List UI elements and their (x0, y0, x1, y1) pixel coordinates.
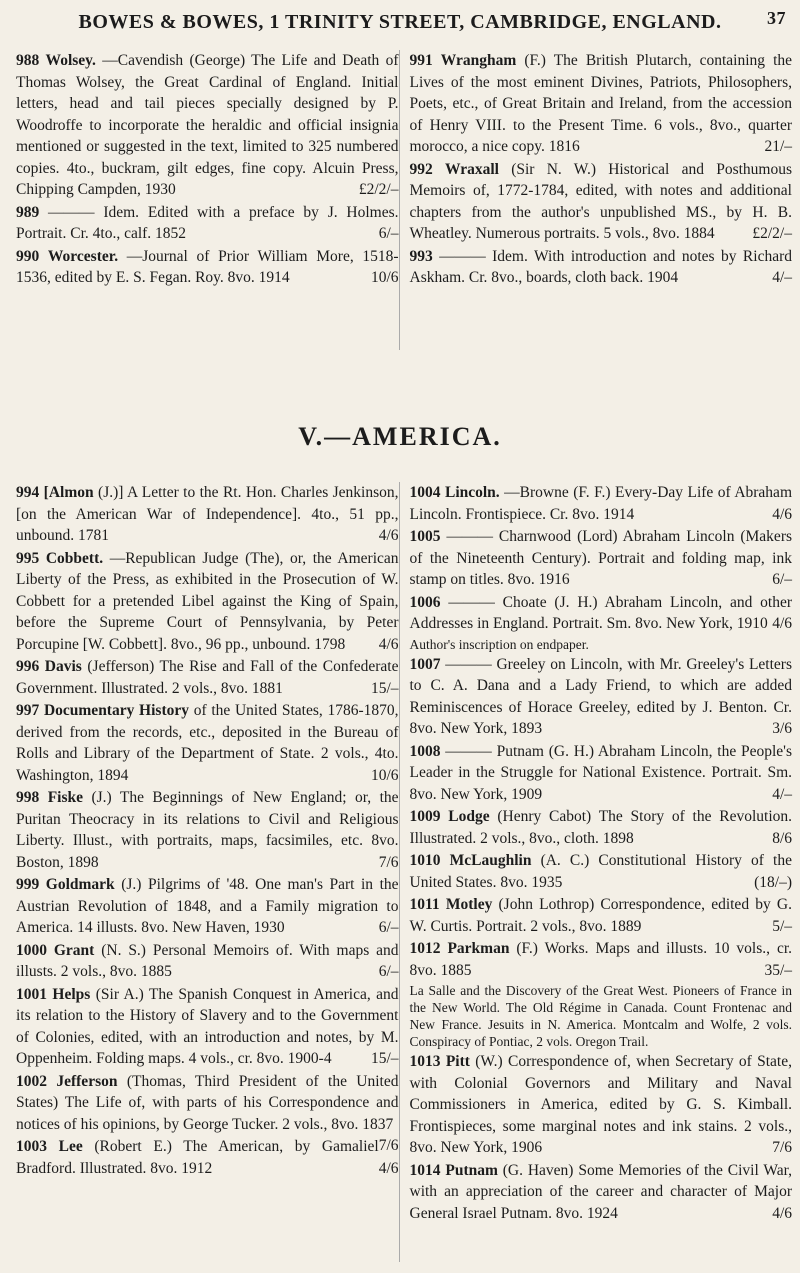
entry-description: of the United States, 1786-1870, derived from the records, etc., deposited in the Bureau of Rolls and Library of the Department of State. 2 vols., 4to. Washington, 1894 (16, 702, 399, 784)
entry-price: 6/– (772, 571, 792, 588)
lot-number: 993 (409, 247, 433, 265)
entry-description: (Sir A.) The Spanish Conquest in America, and its relation to the History of Slavery and to the Government of Colonies, edited, with an introduction and notes, by M. Oppenheim. Folding maps. 4 vols., cr. 8vo. 1900-4 (16, 985, 399, 1067)
entry-description: ——— Putnam (G. H.) Abraham Lincoln, the People's Leader in the Struggle for National Existence. Portrait. Sm. 8vo. New York, 1909 (409, 742, 793, 803)
running-header (0, 0, 800, 44)
right-column-bottom (410, 482, 793, 1262)
lot-number: 1003 (16, 1138, 47, 1155)
lot-number: 1012 (409, 940, 441, 957)
lot-number: 1013 (409, 1053, 441, 1070)
entry-heading: Goldmark (45, 876, 115, 893)
lot-number: 1008 (409, 742, 441, 760)
entry-heading: Wrangham (440, 52, 517, 69)
catalogue-entry (410, 159, 793, 245)
catalogue-entry (410, 806, 793, 849)
entry-heading: Parkman (447, 940, 510, 957)
entry-price: 7/6 (772, 1139, 792, 1156)
entry-description: (N. S.) Personal Memoirs of. With maps and illusts. 2 vols., 8vo. 1885 (16, 941, 399, 980)
entry-description: (F.) Works. Maps and illusts. 10 vols., cr. 8vo. 1885 (409, 940, 793, 979)
entry-heading: Putnam (445, 1161, 498, 1179)
entry-description: (Thomas, Third President of the United States) The Life of, with parts of his Correspondence and notices of his opinions, by George Tucker. 2 vols., 8vo. 1837 (16, 1072, 399, 1133)
lot-number: 1007 (409, 655, 441, 673)
section-heading: V.—AMERICA. (298, 422, 502, 451)
entry-description: (F.) The British Plutarch, containing the Lives of the most eminent Divines, Patriots, Philosophers, Poets, etc., of Great Britain and Ireland, from the accession of Henry VIII. to the Present Time. 6 vols., 8vo., quarter morocco, a nice copy. 1816 (409, 52, 793, 155)
entry-price: 6/– (378, 225, 399, 242)
entry-heading: Lincoln. (444, 484, 500, 501)
entry-description: (Robert E.) The American, by Gamaliel Bradford. Illustrated. 8vo. 1912 (16, 1138, 379, 1177)
entry-price: 5/– (772, 917, 792, 935)
entry-price: 4/6 (772, 615, 792, 632)
lot-number: 989 (16, 203, 40, 221)
lot-number: 995 (16, 549, 40, 567)
entry-price: 4/6 (772, 1204, 792, 1222)
lot-number: 991 (409, 52, 433, 69)
lot-number: 990 (16, 247, 40, 265)
catalogue-entry (16, 482, 399, 547)
entry-price: 4/– (772, 785, 792, 803)
entry-heading: Lodge (448, 808, 490, 825)
entry-price: 4/6 (378, 635, 399, 653)
catalogue-entry (16, 1136, 399, 1179)
entry-heading: Cobbett. (45, 549, 104, 567)
entry-price: 15/– (370, 1050, 399, 1067)
catalogue-entry (410, 50, 793, 158)
entry-description: (J.) The Beginnings of New England; or, the Puritan Theocracy in its relations to Civil and Religious Liberty. Illust., with portraits, maps, facsimiles, etc. 8vo. Boston, 1898 (16, 789, 399, 871)
entry-heading: Davis (44, 658, 82, 675)
lot-number: 999 (16, 876, 40, 893)
lot-number: 998 (16, 789, 40, 806)
catalogue-entry (410, 1051, 793, 1159)
entry-price: (18/–) (754, 873, 792, 891)
entry-description: ——— Choate (J. H.) Abraham Lincoln, and other Addresses in England. Portrait. Sm. 8vo. New York, 1910 (409, 593, 792, 632)
entry-price: £2/2/– (752, 225, 792, 242)
catalogue-entry (16, 50, 399, 201)
entry-description: (A. C.) Constitutional History of the United States. 8vo. 1935 (409, 852, 792, 891)
entry-description: (Henry Cabot) The Story of the Revolution. Illustrated. 2 vols., 8vo., cloth. 1898 (409, 808, 793, 847)
top-columns (16, 50, 792, 350)
lot-number: 992 (409, 160, 433, 178)
entry-description: (Jefferson) The Rise and Fall of the Confederate Government. Illustrated. 2 vols., 8vo. 1881 (16, 658, 399, 697)
catalogue-entry (410, 938, 793, 981)
left-column-bottom (16, 482, 400, 1262)
lot-number: 988 (16, 52, 40, 69)
entry-description: —Cavendish (George) The Life and Death of Thomas Wolsey, the Great Cardinal of England. Initial letters, head and tail pieces specially designed by P. Woodroffe to incorporate the heraldic and official insignia mentioned or suggested in the text, limited to 325 numbered copies. 4to., buckram, gilt edges, fine copy. Alcuin Press, Chipping Campden, 1930 (16, 52, 399, 198)
entry-description: (Sir N. W.) Historical and Posthumous Memoirs of, 1772-1784, edited, with notes and additional chapters from the author's unpublished MS., by H. B. Wheatley. Numerous portraits. 5 vols., 8vo. 1884 (409, 160, 793, 242)
entry-heading: Helps (52, 985, 91, 1003)
lot-number: 1006 (409, 593, 441, 611)
entry-heading: Worcester. (47, 247, 119, 265)
entry-description: (J.)] A Letter to the Rt. Hon. Charles Jenkinson, [on the American War of Independence]. 4to., 51 pp., unbound. 1781 (16, 484, 399, 544)
lot-number: 1010 (409, 852, 441, 869)
lot-number: 1001 (16, 985, 47, 1003)
catalogue-entry (410, 246, 793, 289)
catalogue-entry (16, 874, 399, 939)
entry-price: 6/– (378, 963, 399, 980)
entry-description: ——— Idem. Edited with a preface by J. Holmes. Portrait. Cr. 4to., calf. 1852 (16, 203, 399, 242)
entry-heading: Pitt (445, 1053, 470, 1070)
lot-number: 1000 (16, 941, 47, 959)
entry-description: ——— Idem. With introduction and notes by Richard Askham. Cr. 8vo., boards, cloth back. 1904 (409, 247, 792, 286)
entry-price: £2/2/– (358, 181, 399, 198)
catalogue-entry (16, 940, 399, 983)
lot-number: 994 (16, 484, 40, 501)
entry-heading: Wolsey. (45, 52, 96, 69)
entry-heading: Documentary History (43, 702, 189, 719)
entry-note: Author's inscription on endpaper. (409, 636, 589, 652)
entry-price: 3/6 (772, 720, 792, 737)
lot-number: 1005 (409, 528, 441, 545)
left-column-top (16, 50, 400, 350)
entry-price: 7/6 (378, 853, 399, 871)
entry-price: 4/6 (378, 527, 399, 544)
entry-description: —Republican Judge (The), or, the American Liberty of the Press, as exhibited in the Prosecution of W. Cobbett for a pretended Libel against the King of Spain, before the Supreme Court of Pennsylvania, by Peter Porcupine [W. Cobbett]. 8vo., 96 pp., unbound. 1798 (16, 549, 399, 653)
entry-heading: Motley (445, 896, 493, 913)
catalogue-entry (410, 526, 793, 591)
lot-number: 1011 (409, 896, 440, 913)
entry-heading: Wraxall (445, 160, 499, 178)
entry-heading: Jefferson (56, 1072, 118, 1090)
entry-heading: Fiske (47, 789, 84, 806)
entry-description: —Browne (F. F.) Every-Day Life of Abraham Lincoln. Frontispiece. Cr. 8vo. 1914 (409, 484, 792, 523)
entry-price: 15/– (370, 679, 399, 697)
entry-price: 4/6 (378, 1159, 399, 1177)
entry-heading: Grant (53, 941, 95, 959)
catalogue-entry (16, 787, 399, 873)
catalogue-entry (410, 1160, 793, 1225)
entry-price: 21/– (764, 138, 792, 155)
entry-description: —Journal of Prior William More, 1518-1536, edited by E. S. Fegan. Roy. 8vo. 1914 (16, 247, 399, 286)
right-column-top (410, 50, 793, 350)
entry-description: (John Lothrop) Correspondence, edited by G. W. Curtis. Portrait. 2 vols., 8vo. 1889 (409, 896, 792, 935)
lot-number: 1014 (409, 1161, 441, 1179)
entry-price: 4/– (772, 269, 792, 286)
entry-heading: [Almon (43, 484, 94, 501)
catalogue-entry (16, 202, 399, 245)
entry-price: 10/6 (370, 766, 399, 784)
catalogue-entry (16, 984, 399, 1070)
entry-description: (J.) Pilgrims of '48. One man's Part in the Austrian Revolution of 1848, and a Family migration to America. 14 illusts. 8vo. New Haven, 1930 (16, 876, 399, 936)
catalogue-entry (410, 592, 793, 635)
entry-description: ——— Greeley on Lincoln, with Mr. Greeley's Letters to C. A. Dana and a Lady Friend, to which are added Reminiscences of Horace Greeley, edited by J. Benton. Cr. 8vo. New York, 1893 (409, 655, 792, 737)
lot-number: 1009 (409, 808, 441, 825)
catalogue-entry (410, 894, 793, 937)
lot-number: 1004 (409, 484, 441, 501)
catalogue-entry (410, 482, 793, 525)
catalogue-entry (410, 741, 793, 806)
lot-number: 1002 (16, 1072, 47, 1090)
entry-description: (G. Haven) Some Memories of the Civil War, with an appreciation of the career and character of Major General Israel Putnam. 8vo. 1924 (409, 1161, 793, 1222)
lot-number: 997 (16, 702, 40, 719)
entry-description: (W.) Correspondence of, when Secretary of State, with Colonial Governors and Military and Naval Commissioners in America, edited by G. S. Kimball. Frontispieces, some marginal notes and ink stains. 2 vols., 8vo. New York, 1906 (409, 1053, 792, 1156)
entry-heading: Lee (58, 1138, 83, 1155)
entry-price: 8/6 (772, 829, 792, 847)
entry-price: 35/– (764, 961, 792, 979)
catalogue-entry (16, 246, 399, 289)
catalogue-entry (410, 850, 793, 893)
catalogue-entry (16, 656, 399, 699)
entry-price: 7/6 (378, 1137, 399, 1154)
running-title: BOWES & BOWES, 1 TRINITY STREET, CAMBRIDGE, ENGLAND. (78, 10, 722, 33)
entry-price: 10/6 (370, 269, 399, 286)
entry-heading: McLaughlin (449, 852, 532, 869)
entry-note: La Salle and the Discovery of the Great West. Pioneers of France in the New World. The Old Régime in Canada. Count Frontenac and New France. Jesuits in N. America. Montcalm and Wolfe, 2 vols. Conspiracy of Pontiac, 2 vols. Oregon Trail. (409, 983, 792, 1049)
entry-price: 4/6 (772, 505, 792, 523)
lot-number: 996 (16, 658, 40, 675)
entry-price: 6/– (378, 919, 399, 936)
page-number: 37 (767, 8, 786, 28)
catalogue-entry (16, 548, 399, 656)
bottom-columns (16, 482, 792, 1262)
catalogue-entry (16, 700, 399, 786)
entry-description: ——— Charnwood (Lord) Abraham Lincoln (Makers of the Nineteenth Century). Portrait and folding map, ink stamp on titles. 8vo. 1916 (409, 528, 793, 588)
catalogue-entry (410, 654, 793, 740)
